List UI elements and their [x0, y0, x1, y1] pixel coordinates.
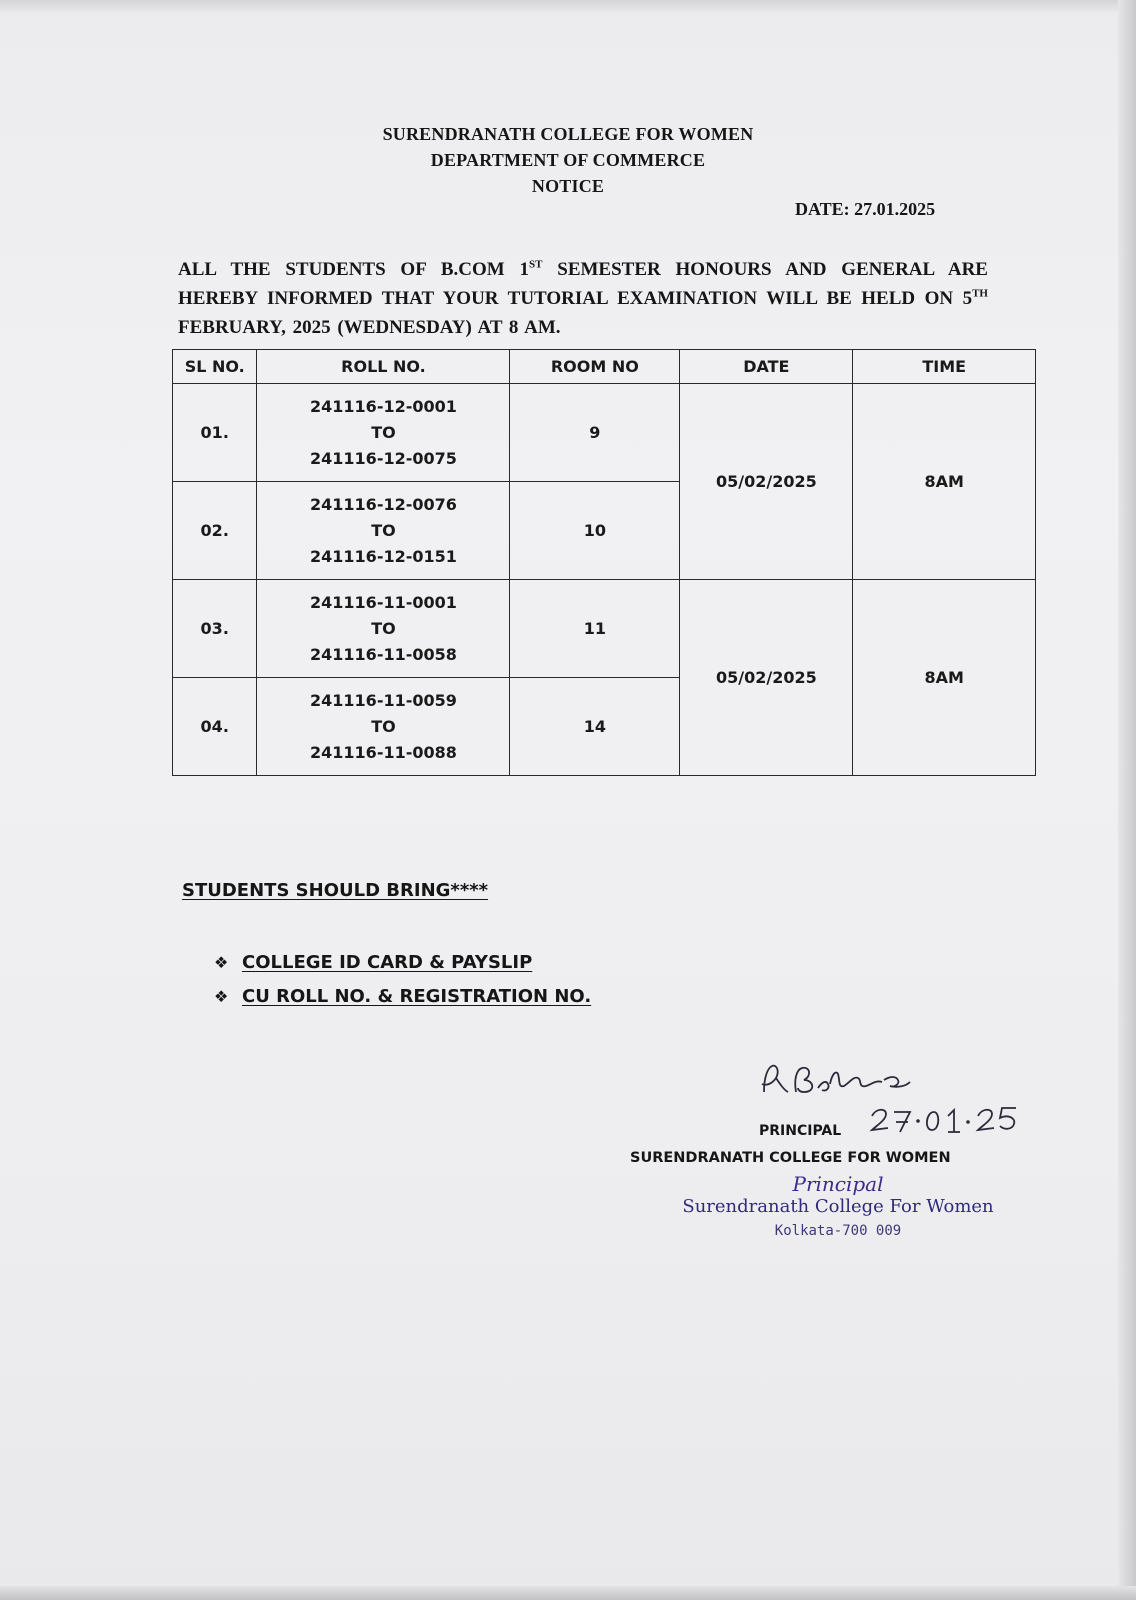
notice-body: [178, 255, 988, 342]
stamp-address: Kolkata-700 009: [774, 1223, 902, 1239]
roll-to: 241116-12-0075: [310, 448, 457, 468]
roll-range-cell: [257, 678, 510, 776]
notice-body-part2: SEMESTER HONOURS AND GENERAL ARE HEREBY INFORMED THAT YOUR TUTORIAL EXAMINATION WILL BE HELD ON 5: [178, 259, 988, 309]
roll-to-label: TO: [371, 716, 396, 736]
stamp-principal: Principal: [792, 1172, 884, 1196]
diamond-bullet-icon: ❖: [214, 987, 229, 1006]
notice-body-part1: ALL THE STUDENTS OF B.COM 1: [178, 259, 530, 280]
header-date: DATE: [680, 350, 853, 384]
notice-body-sup1: ST: [529, 258, 543, 271]
bring-item-text: CU ROLL NO. & REGISTRATION NO.: [242, 986, 592, 1007]
table-row: [173, 384, 1036, 482]
roll-from: 241116-12-0001: [310, 396, 457, 416]
bring-list-item: [214, 952, 532, 973]
paper-edge-right: [1118, 0, 1136, 1600]
bring-item-text: COLLEGE ID CARD & PAYSLIP: [242, 952, 533, 973]
department-name: DEPARTMENT OF COMMERCE: [430, 150, 706, 170]
roll-to: 241116-11-0088: [310, 742, 457, 762]
room-no-cell: 9: [510, 384, 680, 482]
table-row: [173, 580, 1036, 678]
room-no-cell: 10: [510, 482, 680, 580]
table-header-row: [173, 350, 1036, 384]
sl-no-cell: 02.: [173, 482, 257, 580]
roll-from: 241116-12-0076: [310, 494, 457, 514]
roll-to: 241116-11-0058: [310, 644, 457, 664]
exam-schedule-table: [172, 349, 1036, 776]
date-cell: 05/02/2025: [680, 384, 853, 580]
roll-to-label: TO: [371, 422, 396, 442]
roll-from: 241116-11-0001: [310, 592, 457, 612]
roll-from: 241116-11-0059: [310, 690, 457, 710]
roll-range-cell: [257, 482, 510, 580]
signatory-college: SURENDRANATH COLLEGE FOR WOMEN: [630, 1150, 951, 1166]
principal-label: PRINCIPAL: [759, 1123, 842, 1139]
bring-list-item: [214, 986, 591, 1007]
room-no-cell: 11: [510, 580, 680, 678]
signed-date-handwritten: [868, 1104, 1058, 1136]
bring-list-title: STUDENTS SHOULD BRING****: [182, 880, 489, 901]
principal-signature: [758, 1058, 958, 1104]
time-cell: 8AM: [853, 580, 1036, 776]
notice-body-sup2: TH: [972, 287, 988, 300]
notice-date: DATE: 27.01.2025: [795, 199, 936, 219]
sl-no-cell: 03.: [173, 580, 257, 678]
date-cell: 05/02/2025: [680, 580, 853, 776]
sl-no-cell: 01.: [173, 384, 257, 482]
header-sl-no: SL NO.: [173, 350, 257, 384]
sl-no-cell: 04.: [173, 678, 257, 776]
diamond-bullet-icon: ❖: [214, 953, 229, 972]
stamp-college: Surendranath College For Women: [682, 1196, 994, 1217]
roll-to-label: TO: [371, 520, 396, 540]
notice-body-part3: FEBRUARY, 2025 (WEDNESDAY) AT 8 AM.: [178, 317, 561, 338]
paper-edge-bottom: [0, 1586, 1136, 1600]
header-roll-no: ROLL NO.: [257, 350, 510, 384]
header-time: TIME: [853, 350, 1036, 384]
roll-to-label: TO: [371, 618, 396, 638]
roll-to: 241116-12-0151: [310, 546, 457, 566]
notice-title: NOTICE: [531, 176, 605, 196]
time-cell: 8AM: [853, 384, 1036, 580]
roll-range-cell: [257, 384, 510, 482]
paper-edge-top: [0, 0, 1136, 14]
room-no-cell: 14: [510, 678, 680, 776]
header-room-no: ROOM NO: [510, 350, 680, 384]
roll-range-cell: [257, 580, 510, 678]
college-name: SURENDRANATH COLLEGE FOR WOMEN: [382, 124, 754, 144]
